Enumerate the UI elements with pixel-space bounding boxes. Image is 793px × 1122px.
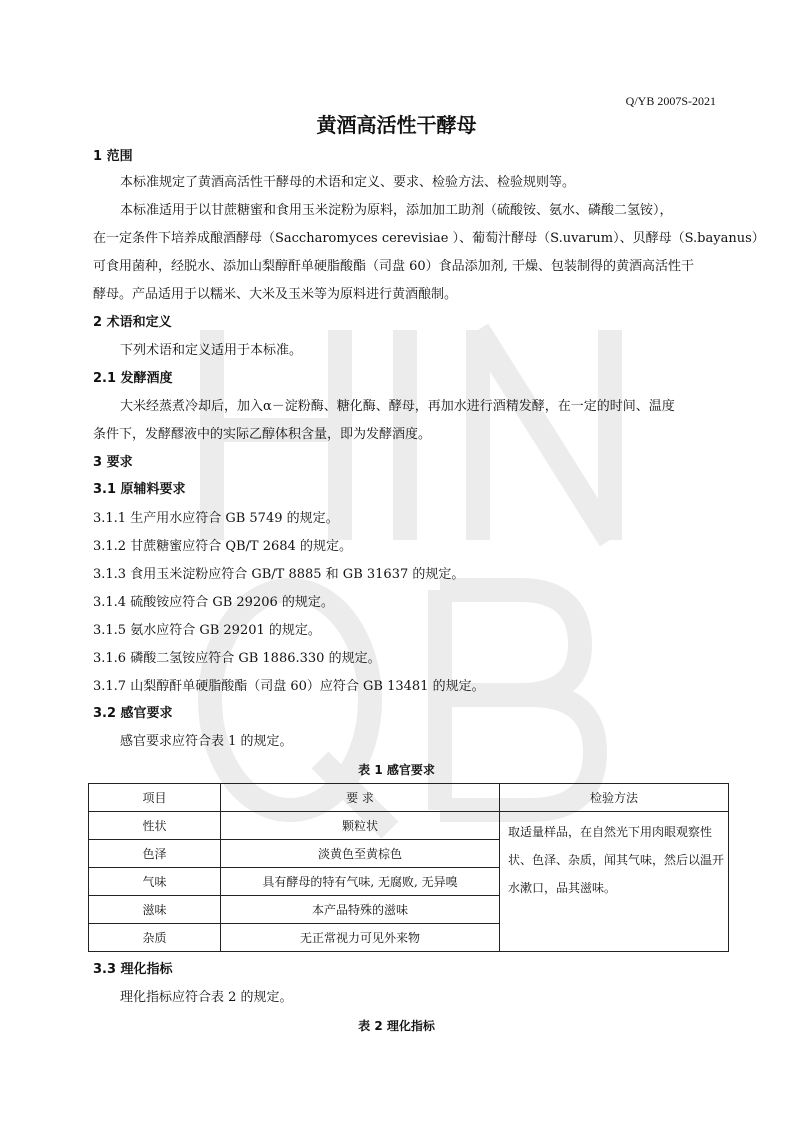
paragraph-line: 在一定条件下培养成酿酒酵母（Saccharomyces cerevisiae ）、葡萄汁酵母（S.uvarum）、贝酵母（S.bayanus） xyxy=(93,231,765,246)
table-row xyxy=(89,812,729,840)
list-item: 3.1.5 氨水应符合 GB 29201 的规定。 xyxy=(93,623,321,638)
table-cell: 无正常视力可见外来物 xyxy=(221,924,500,952)
paragraph-line: 可食用菌种，经脱水、添加山梨醇酐单硬脂酸酯（司盘 60）食品添加剂, 干燥、包装制得的黄酒高活性干 xyxy=(93,259,694,274)
paragraph: 下列术语和定义适用于本标准。 xyxy=(120,343,303,358)
method-cell: 取适量样品，在自然光下用肉眼观察性状、色泽、杂质，闻其气味，然后以温开水漱口，品其滋味。 xyxy=(500,812,729,952)
list-item: 3.1.2 甘蔗糖蜜应符合 QB/T 2684 的规定。 xyxy=(93,539,352,554)
page-title: 黄酒高活性干酵母 xyxy=(316,113,477,137)
paragraph-line: 大米经蒸煮冷却后，加入α－淀粉酶、糖化酶、酵母，再加水进行酒精发酵，在一定的时间、温度 xyxy=(120,399,675,414)
table-cell: 本产品特殊的滋味 xyxy=(221,896,500,924)
table-header-row xyxy=(89,784,729,812)
paragraph: 本标准规定了黄酒高活性干酵母的术语和定义、要求、检验方法、检验规则等。 xyxy=(120,175,576,190)
header-cell: 项目 xyxy=(89,784,221,812)
section-heading: 2 术语和定义 xyxy=(93,315,172,330)
paragraph-line: 酵母。产品适用于以糯米、大米及玉米等为原料进行黄酒酿制。 xyxy=(93,287,458,302)
list-item: 3.1.1 生产用水应符合 GB 5749 的规定。 xyxy=(93,511,339,526)
table-caption: 表 2 理化指标 xyxy=(358,1019,435,1033)
watermark-letter-n xyxy=(478,330,610,540)
table-cell: 颗粒状 xyxy=(221,812,500,840)
paragraph-line: 本标准适用于以甘蔗糖蜜和食用玉米淀粉为原料，添加加工助剂（硫酸铵、氨水、磷酸二氢铵）， xyxy=(120,203,673,218)
subsection-heading: 3.1 原辅料要求 xyxy=(93,482,186,497)
paragraph: 感官要求应符合表 1 的规定。 xyxy=(120,734,293,749)
table-cell: 性状 xyxy=(89,812,221,840)
table-cell: 杂质 xyxy=(89,924,221,952)
subsection-heading: 2.1 发酵酒度 xyxy=(93,371,173,386)
subsection-heading: 3.3 理化指标 xyxy=(93,962,173,977)
list-item: 3.1.7 山梨醇酐单硬脂酸酯（司盘 60）应符合 GB 13481 的规定。 xyxy=(93,679,485,694)
table-cell: 色泽 xyxy=(89,840,221,868)
list-item: 3.1.6 磷酸二氢铵应符合 GB 1886.330 的规定。 xyxy=(93,651,381,666)
sensory-requirements-table xyxy=(88,783,729,952)
table-cell: 具有酵母的特有气味, 无腐败, 无异嗅 xyxy=(221,868,500,896)
header-cell: 要 求 xyxy=(221,784,500,812)
section-heading: 3 要求 xyxy=(93,455,133,470)
subsection-heading: 3.2 感官要求 xyxy=(93,706,173,721)
list-item: 3.1.3 食用玉米淀粉应符合 GB/T 8885 和 GB 31637 的规定。 xyxy=(93,567,465,582)
paragraph: 理化指标应符合表 2 的规定。 xyxy=(120,990,293,1005)
list-item: 3.1.4 硫酸铵应符合 GB 29206 的规定。 xyxy=(93,595,334,610)
table-caption: 表 1 感官要求 xyxy=(358,763,435,777)
table-cell: 气味 xyxy=(89,868,221,896)
doc-number: Q/YB 2007S-2021 xyxy=(625,94,716,108)
paragraph-line: 条件下，发酵醪液中的实际乙醇体积含量，即为发酵酒度。 xyxy=(93,427,432,442)
section-heading: 1 范围 xyxy=(93,149,133,164)
table-cell: 滋味 xyxy=(89,896,221,924)
table-cell: 淡黄色至黄棕色 xyxy=(221,840,500,868)
header-cell: 检验方法 xyxy=(500,784,729,812)
